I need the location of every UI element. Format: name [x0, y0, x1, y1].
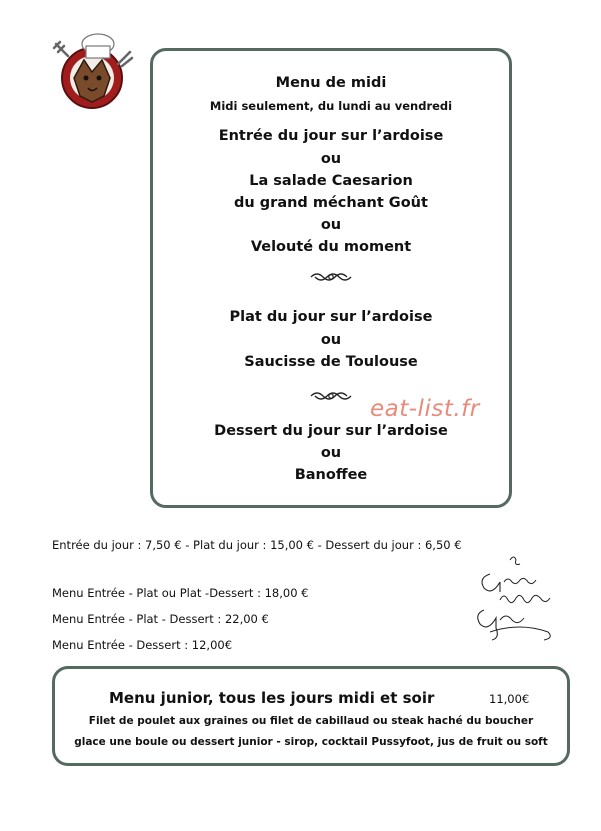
restaurant-logo: [52, 30, 134, 112]
watermark-text: eat-list.fr: [370, 396, 480, 422]
or-separator: ou: [320, 445, 342, 461]
junior-menu-title: Menu junior, tous les jours midi et soir: [109, 689, 435, 707]
main-saucisse: Saucisse de Toulouse: [244, 354, 418, 370]
starter-of-the-day: Entrée du jour sur l’ardoise: [218, 128, 444, 144]
combo-price-line: Menu Entrée - Plat - Dessert : 22,00 €: [52, 612, 269, 626]
junior-menu-box: [52, 666, 570, 766]
per-item-prices: Entrée du jour : 7,50 € - Plat du jour : 15,00 € - Dessert du jour : 6,50 €: [52, 538, 462, 552]
menu-title: Menu de midi: [275, 75, 387, 91]
or-separator: ou: [320, 151, 342, 167]
dessert-banoffee: Banoffee: [294, 467, 368, 483]
dessert-of-the-day: Dessert du jour sur l’ardoise: [214, 423, 448, 439]
lunch-menu-box: [150, 48, 512, 508]
junior-menu-description: Filet de poulet aux graines ou filet de cabillaud ou steak haché du boucher: [88, 715, 534, 727]
ornament-divider: [309, 389, 353, 403]
combo-price-line: Menu Entrée - Dessert : 12,00€: [52, 638, 233, 652]
starter-caesarion: La salade Caesarion: [249, 173, 413, 189]
or-separator: ou: [320, 332, 342, 348]
junior-menu-description: glace une boule ou dessert junior - sirop, cocktail Pussyfoot, jus de fruit ou soft: [74, 736, 548, 748]
combo-price-line: Menu Entrée - Plat ou Plat -Dessert : 18,00 €: [52, 586, 309, 600]
junior-menu-price: 11,00€: [489, 692, 530, 706]
menu-subtitle: Midi seulement, du lundi au vendredi: [209, 99, 453, 113]
signature-logo: [470, 552, 562, 644]
starter-caesarion-subline: du grand méchant Goût: [234, 195, 428, 211]
starter-veloute: Velouté du moment: [250, 239, 412, 255]
or-separator: ou: [320, 217, 342, 233]
main-of-the-day: Plat du jour sur l’ardoise: [229, 309, 433, 325]
ornament-divider: [309, 270, 353, 284]
